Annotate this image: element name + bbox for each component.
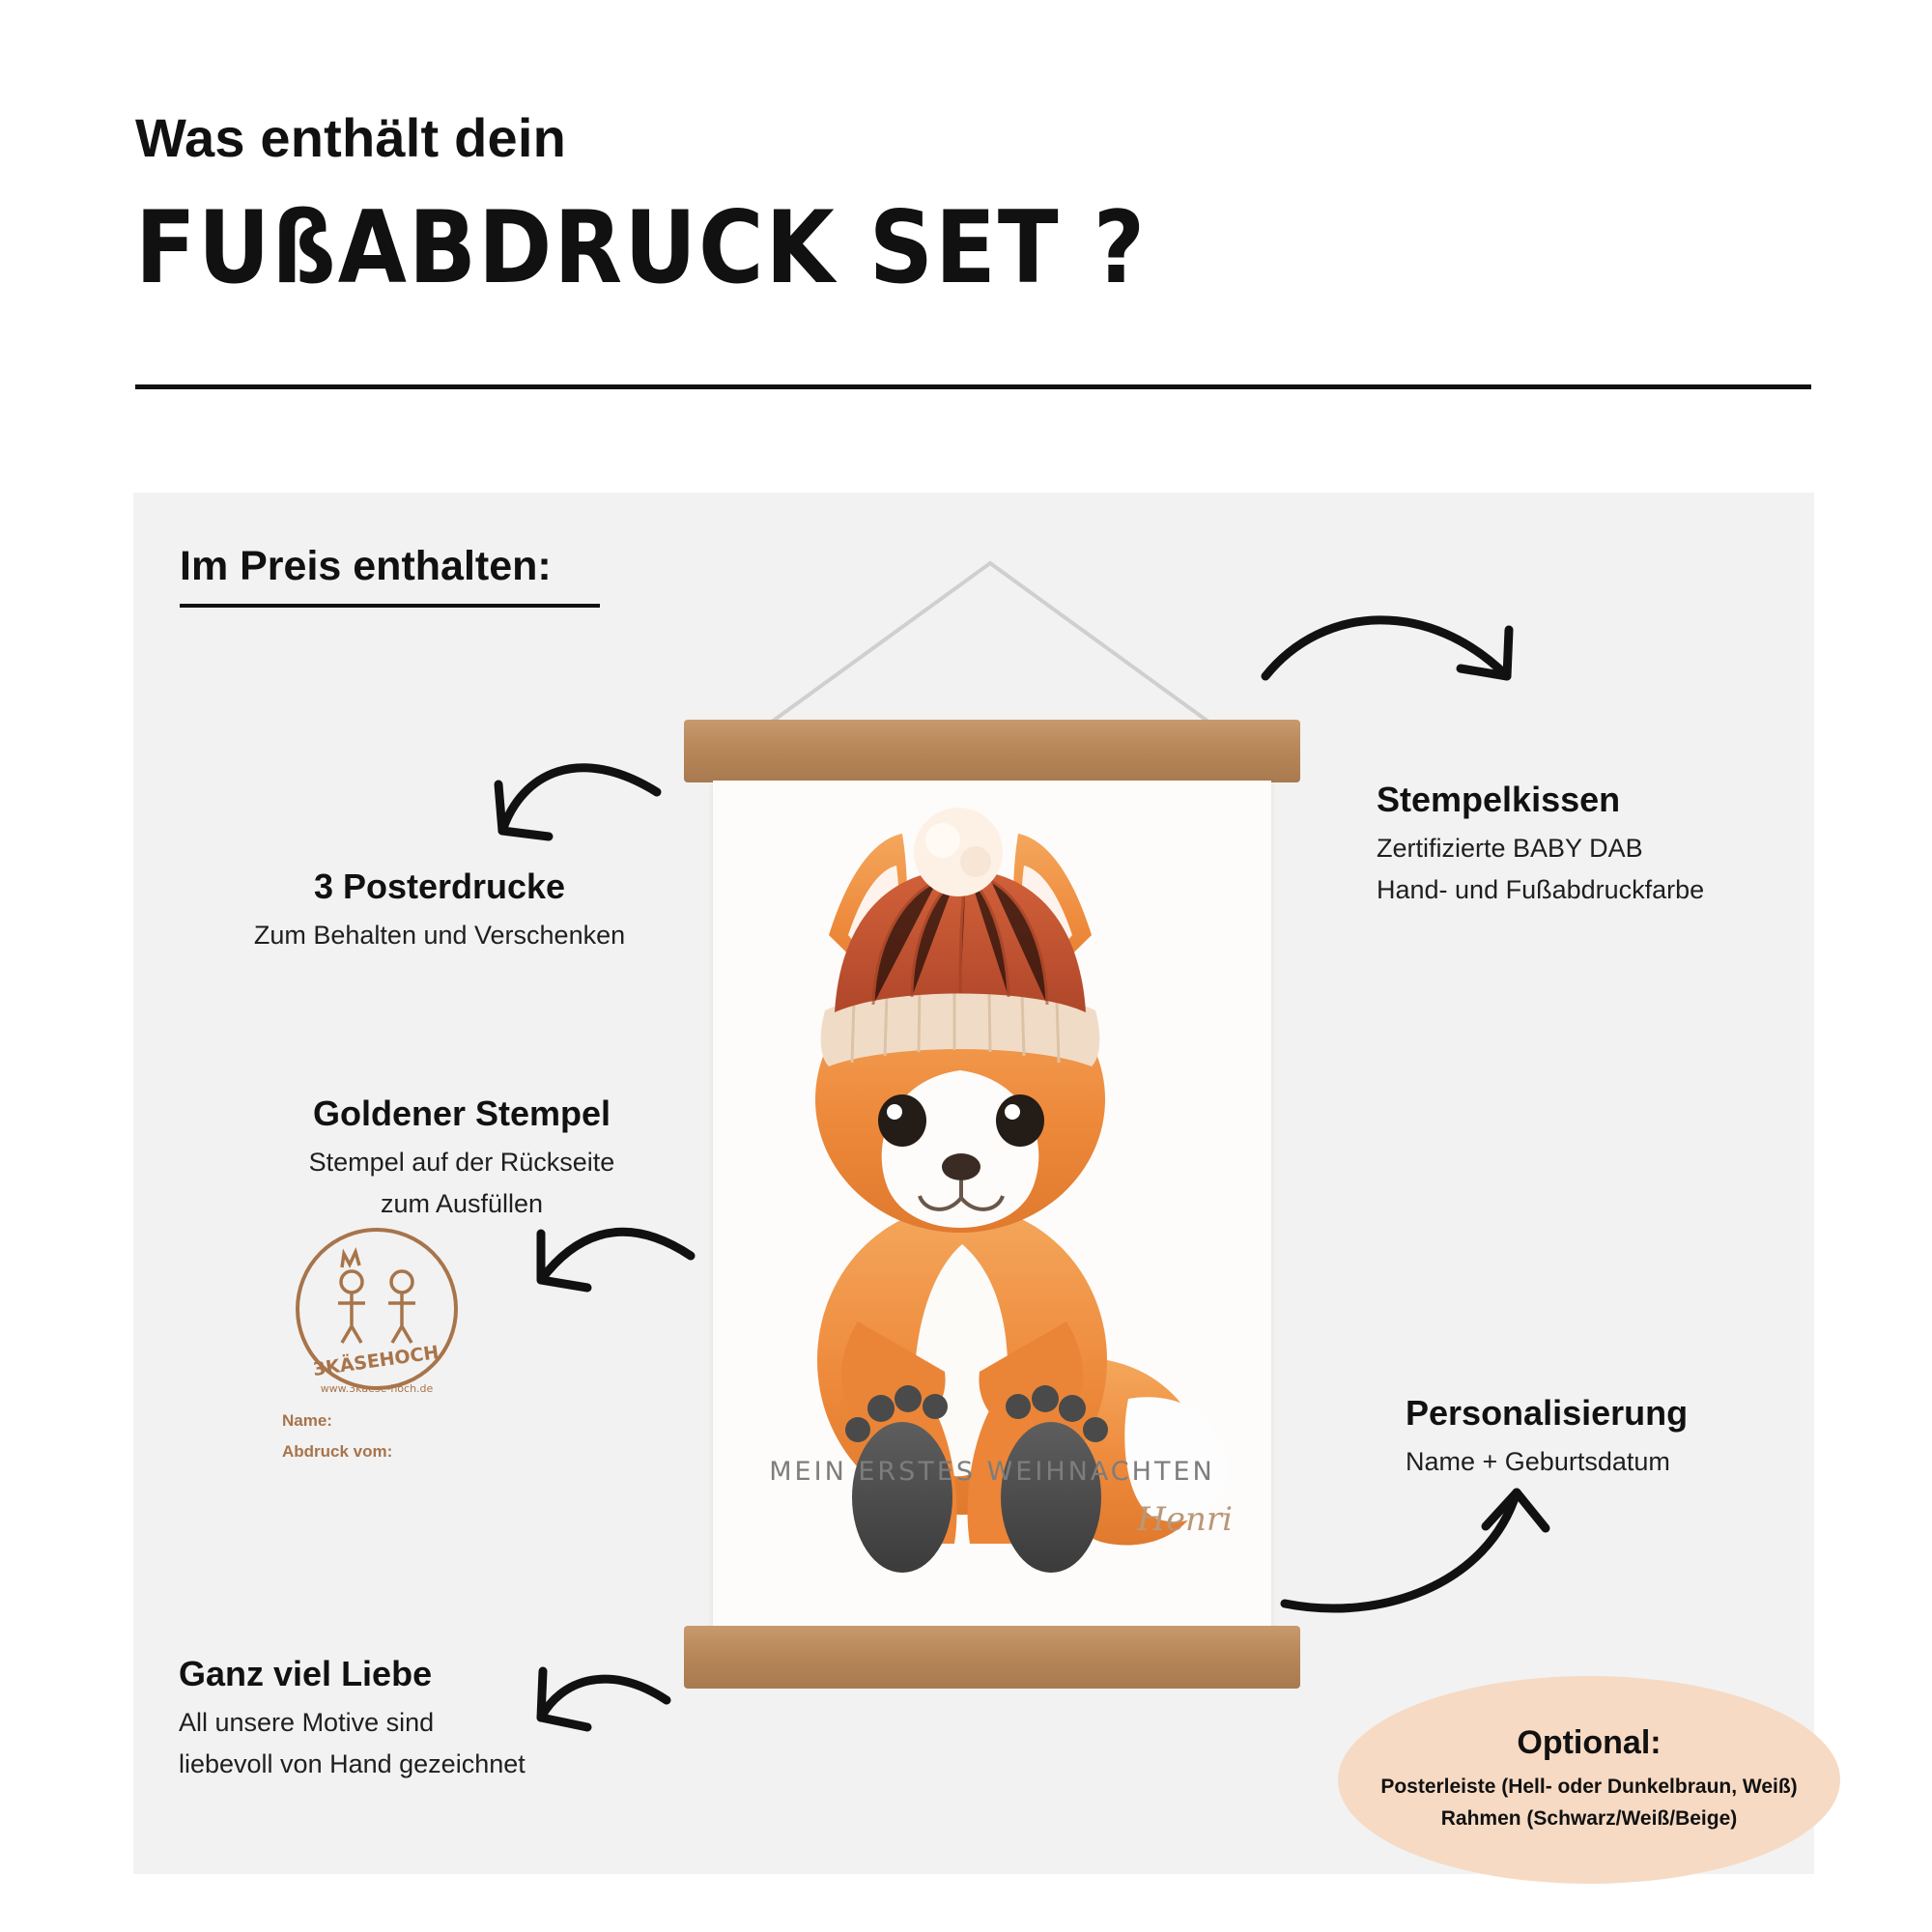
callout-golden-stamp-line-1: Stempel auf der Rückseite — [308, 1148, 615, 1177]
poster-rail-top — [684, 720, 1300, 782]
callout-lots-of-love-title: Ganz viel Liebe — [179, 1654, 433, 1693]
callout-ink-pad-title: Stempelkissen — [1377, 780, 1621, 819]
stamp-fields — [282, 1406, 533, 1468]
page-title: FUßABDRUCK SET ? — [135, 190, 1148, 306]
stamp-field-date: Abdruck vom: — [282, 1442, 393, 1462]
svg-text:www.3kaese-hoch.de: www.3kaese-hoch.de — [320, 1382, 434, 1395]
header-divider — [135, 384, 1811, 389]
page-header — [135, 106, 1816, 306]
callout-lots-of-love-line-1: All unsere Motive sind — [179, 1708, 435, 1737]
callout-ink-pad-line-1: Zertifizierte BABY DAB — [1377, 834, 1643, 863]
poster-hanger-cord — [676, 546, 1304, 720]
callout-ink-pad-line-2: Hand- und Fußabdruckfarbe — [1377, 874, 1705, 904]
header-line-1: Was enthält dein — [135, 107, 567, 168]
optional-bubble — [1338, 1676, 1840, 1884]
callout-golden-stamp-title: Goldener Stempel — [312, 1094, 611, 1133]
poster-caption: MEIN ERSTES WEIHNACHTEN — [769, 1457, 1215, 1487]
svg-text:3KÄSEHOCH: 3KÄSEHOCH — [311, 1342, 440, 1381]
callout-golden-stamp-line-2: zum Ausfüllen — [380, 1188, 544, 1218]
optional-line-1: Posterleiste (Hell- oder Dunkelbraun, Weiß) — [1380, 1776, 1798, 1799]
stamp-logo-icon — [280, 1222, 473, 1415]
callout-lots-of-love-line-2: liebevoll von Hand gezeichnet — [179, 1748, 526, 1778]
callout-poster-prints-subtitle: Zum Behalten und Verschenken — [253, 921, 626, 950]
poster-rail-bottom — [684, 1626, 1300, 1689]
callout-poster-prints — [232, 865, 647, 955]
panel-title: Im Preis enthalten: — [180, 543, 552, 589]
callout-personalisation-subtitle: Name + Geburtsdatum — [1406, 1447, 1670, 1476]
callout-lots-of-love — [179, 1652, 604, 1783]
panel-title-divider — [180, 604, 600, 608]
poster-personalised-name: Henri — [1137, 1500, 1233, 1539]
stamp-field-name: Name: — [282, 1411, 332, 1430]
callout-ink-pad — [1377, 778, 1792, 909]
callout-golden-stamp — [259, 1092, 665, 1223]
poster-paper — [713, 781, 1271, 1629]
callout-poster-prints-title: 3 Posterdrucke — [313, 867, 566, 906]
optional-line-2: Rahmen (Schwarz/Weiß/Beige) — [1440, 1807, 1738, 1830]
poster-mockup — [676, 546, 1304, 1719]
optional-title: Optional: — [1517, 1724, 1662, 1762]
callout-personalisation-title: Personalisierung — [1406, 1393, 1689, 1433]
callout-personalisation — [1406, 1391, 1792, 1482]
